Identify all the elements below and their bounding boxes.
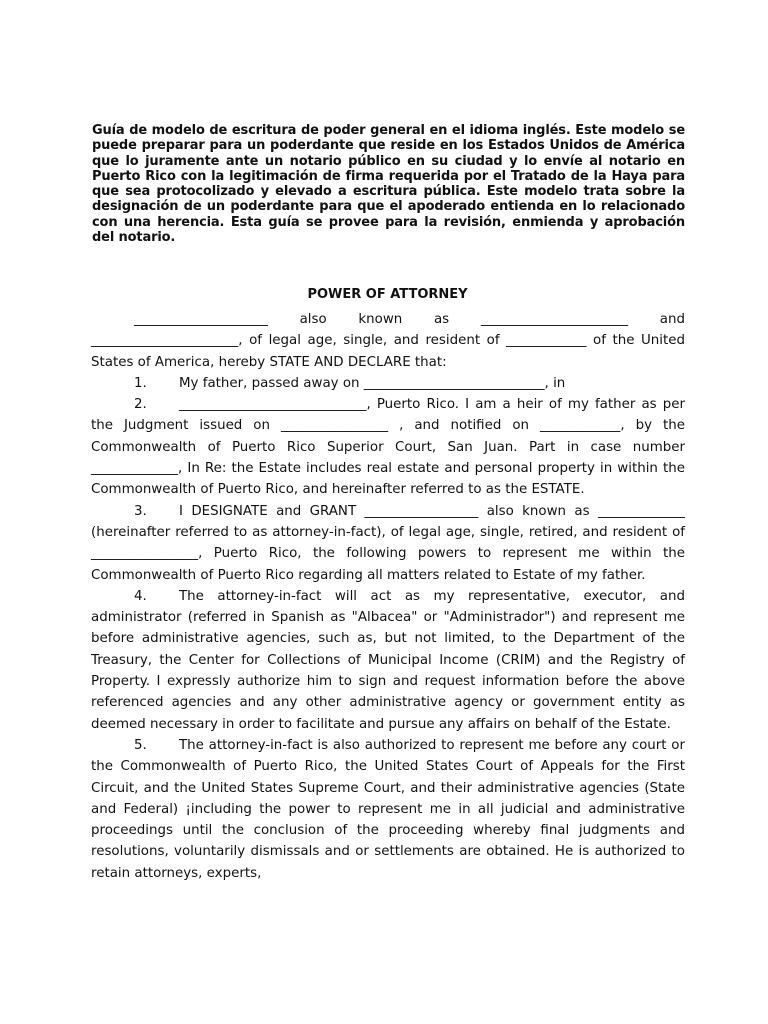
clause-2 (91, 394, 685, 500)
clause-number: 3. (134, 503, 147, 519)
clause-number: 4. (134, 588, 147, 604)
clause-1 (91, 373, 685, 394)
intro-note: Guía de modelo de escritura de poder general en el idioma inglés. Este modelo se puede preparar para un poderdante que reside en los Estados Unidos de América que lo juramente ante un notario público en su ciudad y lo envíe al notario en Puerto Rico con la legitimación de firma requerida por el Tratado de la Haya para que sea protocolizado y elevado a escritura pública. Este modelo trata sobre la designación de un poderdante para que el apoderado entienda en lo relacionado con una herencia. Esta guía se provee para la revisión, enmienda y aprobación del notario. (92, 123, 685, 246)
clause-text: ____________________________, Puerto Rico. I am a heir of my father as per the Judgment issued on ________________ , and notified on ____________, by the Commonwealth of Puerto Rico Superior Court, San Juan. Part in case number _____________, In Re: the Estate includes real estate and personal property in within the Commonwealth of Puerto Rico, and hereinafter referred to as the ESTATE. (91, 397, 685, 498)
clause-number: 1. (134, 375, 147, 391)
clause-3 (91, 501, 685, 586)
clause-text: The attorney-in-fact will act as my representative, executor, and administrator (referred in Spanish as "Albacea" or "Administrador") and represent me before administrative agencies, such as, but not limited, to the Department of the Treasury, the Center for Collections of Municipal Income (CRIM) and the Registry of Property. I expressly authorize him to sign and request information before the above referenced agencies and any other administrative agency or government entity as deemed necessary in order to facilitate and pursue any affairs on behalf of the Estate. (91, 588, 685, 732)
clause-text: The attorney-in-fact is also authorized to represent me before any court or the Commonwealth of Puerto Rico, the United States Court of Appeals for the First Circuit, and the United States Supreme Court, and their administrative agencies (State and Federal) ¡including the power to represent me in all judicial and administrative proceedings until the conclusion of the proceeding whereby final judgments and resolutions, voluntarily dismissals and or settlements are obtained. He is authorized to retain attorneys, experts, (91, 737, 685, 881)
clause-text: I DESIGNATE and GRANT _________________ also known as _____________ (hereinafter referred to as attorney-in-fact), of legal age, single, retired, and resident of ________________, Puerto Rico, the following powers to represent me within the Commonwealth of Puerto Rico regarding all matters related to Estate of my father. (91, 503, 685, 583)
opening-paragraph: ____________________ also known as ______________________ and ______________________, of legal age, single, and resident of ____________ of the United States of America, hereby STATE AND DECLARE that: (91, 312, 685, 370)
clause-number: 2. (134, 397, 147, 413)
clause-text: My father, passed away on ___________________________, in (179, 375, 566, 391)
document-body (91, 309, 685, 884)
clause-4 (91, 586, 685, 735)
document-title: POWER OF ATTORNEY (307, 287, 468, 302)
clause-5 (91, 735, 685, 884)
clause-number: 5. (134, 737, 147, 753)
